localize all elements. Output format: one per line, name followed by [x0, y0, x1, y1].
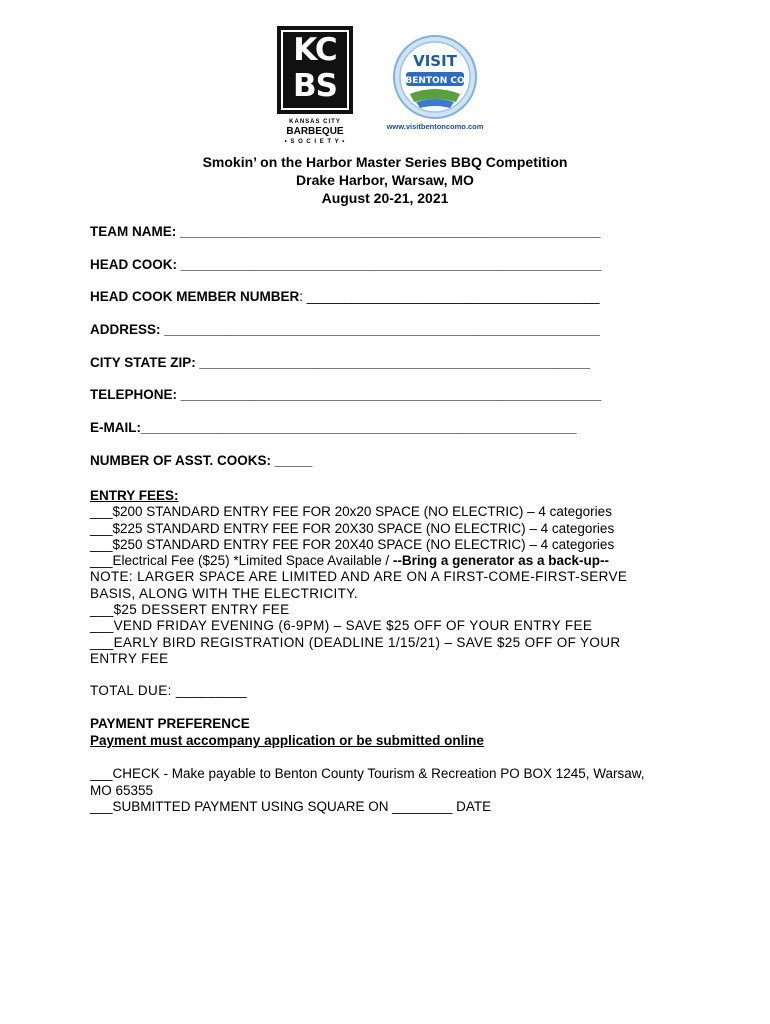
- visit-benton-badge-icon: [392, 34, 478, 120]
- asst-cooks-label: NUMBER OF ASST. COOKS: _____: [90, 453, 313, 468]
- fee-option-electrical[interactable]: [90, 553, 680, 569]
- member-number-field[interactable]: [90, 289, 600, 304]
- city-state-zip-blank[interactable]: ____________________________________________________: [195, 355, 590, 370]
- title-line-1: Smokin’ on the Harbor Master Series BBQ Competition: [202, 154, 568, 170]
- email-blank[interactable]: __________________________________________________________: [141, 420, 577, 435]
- entry-fees-header: ENTRY FEES:: [90, 488, 179, 503]
- fee-option-200[interactable]: ___$200 STANDARD ENTRY FEE FOR 20x20 SPACE (NO ELECTRIC) – 4 categories: [90, 504, 612, 520]
- payment-options: [90, 766, 680, 816]
- generator-note: --Bring a generator as a back-up--: [392, 553, 609, 569]
- fee-option-250[interactable]: ___$250 STANDARD ENTRY FEE FOR 20X40 SPACE (NO ELECTRIC) – 4 categories: [90, 536, 615, 552]
- fee-option-dessert[interactable]: ___$25 DESSERT ENTRY FEE: [90, 602, 290, 618]
- fee-option-225[interactable]: ___$225 STANDARD ENTRY FEE FOR 20X30 SPACE (NO ELECTRIC) – 4 categories: [90, 520, 615, 536]
- kcbs-logo-mark: [277, 26, 353, 114]
- email-field[interactable]: [90, 420, 576, 435]
- member-number-blank[interactable]: : _______________________________________: [299, 289, 600, 304]
- head-cook-field[interactable]: [90, 257, 601, 272]
- payment-subheader: Payment must accompany application or be submitted online: [90, 733, 484, 748]
- entry-fees-section: [90, 488, 680, 667]
- address-field[interactable]: [90, 322, 600, 337]
- head-cook-blank[interactable]: ________________________________________________________: [177, 257, 602, 272]
- city-state-zip-label: CITY STATE ZIP:: [90, 355, 196, 370]
- kcbs-logo-line2: BS: [293, 68, 337, 104]
- kcbs-logo-line1: KC: [293, 32, 337, 68]
- payment-option-square[interactable]: ___SUBMITTED PAYMENT USING SQUARE ON ________ DATE: [90, 799, 492, 814]
- visit-logo-band-text: BENTON CO: [405, 76, 465, 86]
- address-label: ADDRESS:: [90, 322, 161, 337]
- team-name-label: TEAM NAME:: [90, 224, 177, 239]
- payment-header: PAYMENT PREFERENCE: [90, 716, 250, 731]
- payment-preference-section: [90, 715, 680, 749]
- kcbs-logo-sub2: BARBEQUE: [286, 126, 344, 137]
- telephone-label: TELEPHONE:: [90, 387, 178, 402]
- title-line-3: August 20-21, 2021: [321, 190, 449, 206]
- space-note-line-1: NOTE: LARGER SPACE ARE LIMITED AND ARE ON A FIRST-COME-FIRST-SERVE: [90, 569, 628, 585]
- visit-logo-url: www.visitbentoncomo.com: [386, 122, 484, 131]
- head-cook-label: HEAD COOK:: [90, 257, 177, 272]
- total-due[interactable]: TOTAL DUE: _________: [90, 683, 248, 698]
- visit-logo-top-text: VISIT: [413, 52, 457, 70]
- title-line-2: Drake Harbor, Warsaw, MO: [296, 172, 474, 188]
- visit-benton-logo: [380, 34, 490, 131]
- email-label: E-MAIL:: [90, 420, 141, 435]
- payment-check-address: MO 65355: [90, 782, 154, 798]
- space-note-line-2: BASIS, ALONG WITH THE ELECTRICITY.: [90, 585, 358, 601]
- member-number-label: HEAD COOK MEMBER NUMBER: [90, 289, 300, 304]
- team-name-field[interactable]: [90, 224, 600, 239]
- kcbs-logo-sub3: • S O C I E T Y •: [284, 139, 346, 145]
- document-title: [0, 153, 770, 207]
- fee-option-vend[interactable]: ___VEND FRIDAY EVENING (6-9PM) – SAVE $25 OFF OF YOUR ENTRY FEE: [90, 618, 593, 634]
- telephone-field[interactable]: [90, 387, 601, 402]
- asst-cooks-field[interactable]: [90, 453, 312, 468]
- kcbs-logo-sub1: KANSAS CITY: [289, 119, 341, 125]
- logo-header: [0, 26, 770, 151]
- early-bird-continued: ENTRY FEE: [90, 650, 169, 666]
- fee-option-early-bird[interactable]: ___EARLY BIRD REGISTRATION (DEADLINE 1/15/21) – SAVE $25 OFF OF YOUR: [90, 634, 621, 650]
- payment-option-check[interactable]: ___CHECK - Make payable to Benton County Tourism & Recreation PO BOX 1245, Warsaw,: [90, 766, 645, 781]
- team-name-blank[interactable]: ________________________________________________________: [176, 224, 601, 239]
- city-state-zip-field[interactable]: [90, 355, 590, 370]
- electrical-fee-text: ___Electrical Fee ($25) *Limited Space Available /: [90, 553, 393, 569]
- telephone-blank[interactable]: ________________________________________________________: [177, 387, 602, 402]
- address-blank[interactable]: __________________________________________________________: [160, 322, 600, 337]
- kcbs-logo: [277, 26, 353, 147]
